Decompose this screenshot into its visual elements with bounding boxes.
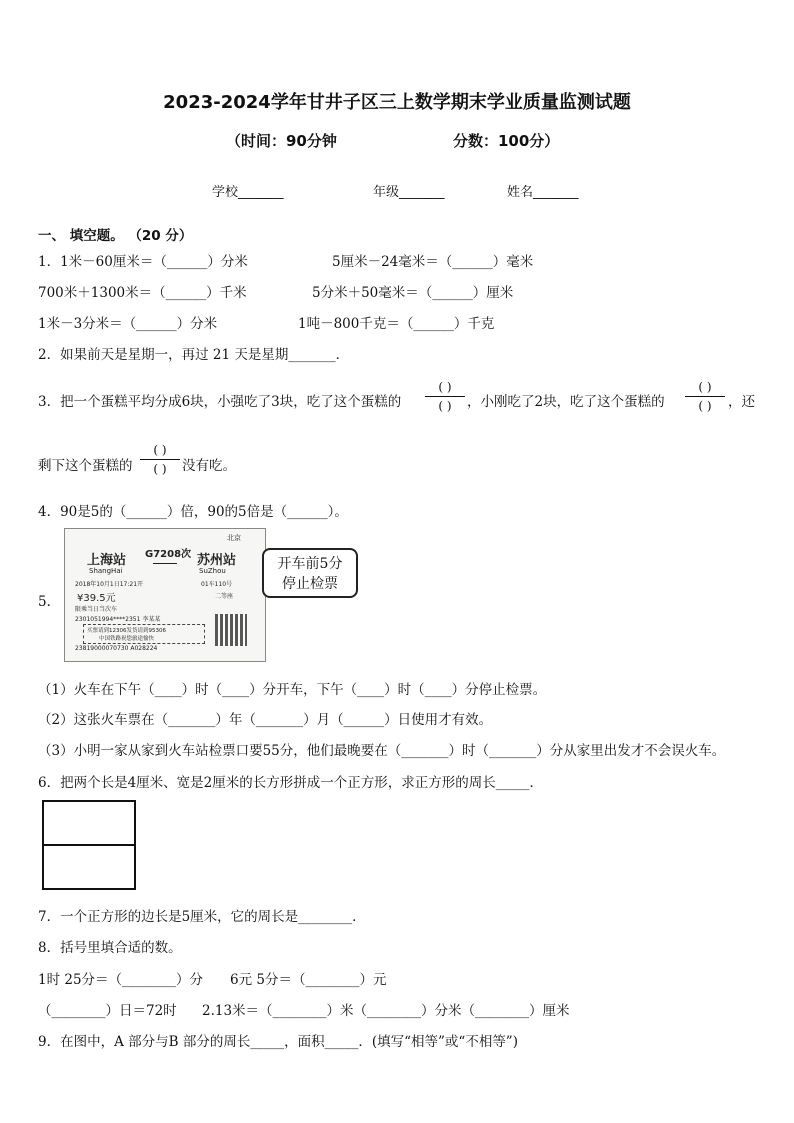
fraction-3 — [140, 442, 180, 477]
fraction-2 — [685, 379, 725, 414]
fraction-denominator: ( ) — [698, 399, 712, 413]
ticket-seat: 01车110号 — [201, 581, 233, 588]
ticket-datetime: 2018年10月1日17:21开 — [75, 581, 144, 588]
ticket-from-pinyin: ShangHai — [89, 567, 123, 575]
q3-part-a: 3．把一个蛋糕平均分成6块，小强吃了3块，吃了这个蛋糕的 — [38, 394, 402, 410]
q5-sub1: （1）火车在下午（____）时（____）分开车，下午（____）时（____）分停止检票。 — [38, 682, 547, 698]
rectangle-bottom — [42, 844, 136, 890]
bubble-line-2: 停止检票 — [282, 576, 338, 592]
bubble-line-1: 开车前5分 — [277, 556, 343, 572]
ticket-serial: 23819000070730 A028224 — [75, 645, 158, 652]
school-field: 学校_______ — [212, 185, 284, 200]
fraction-numerator: ( ) — [438, 380, 452, 394]
q5-number: 5． — [38, 594, 61, 610]
train-ticket-image — [64, 528, 266, 662]
q3-part-b: ，小刚吃了2块，吃了这个蛋糕的 — [467, 394, 665, 410]
qr-code-icon — [215, 614, 247, 646]
q1-d: 5分米＋50毫米＝（______）厘米 — [312, 285, 514, 301]
page-title: 2023-2024学年甘井子区三上数学期末学业质量监测试题 — [163, 92, 631, 113]
q1-b: 5厘米－24毫米＝（______）毫米 — [332, 254, 534, 270]
exam-time: （时间：90分钟 — [226, 132, 337, 150]
q9: 9．在图中，A 部分与B 部分的周长_____，面积_____．(填写“相等”或“不相等”) — [38, 1034, 518, 1050]
ticket-notice-1: 买票请到12306发货请到95306 — [87, 628, 166, 634]
speech-bubble — [262, 548, 358, 598]
ticket-train: G7208次 — [145, 549, 192, 560]
ticket-notice-2: 中国铁路祝您旅途愉快 — [99, 636, 155, 642]
q5-sub3: （3）小明一家从家到火车站检票口要55分，他们最晚要在（_______）时（_______）分从家里出发才不会误火车。 — [38, 743, 726, 759]
grade-field: 年级_______ — [373, 185, 445, 200]
rectangle-top — [42, 800, 136, 846]
q1-c: 700米＋1300米＝（______）千米 — [38, 285, 247, 301]
q8-a: 1时 25分＝（________）分 — [38, 972, 204, 988]
q3-part-d: 剩下这个蛋糕的 — [38, 458, 133, 474]
ticket-class: 二等座 — [215, 593, 234, 600]
ticket-limit: 限乘当日当次车 — [75, 606, 118, 613]
q3-part-c: ，还 — [728, 394, 755, 410]
ticket-id: 2301051994****2351 李某某 — [75, 616, 161, 623]
ticket-price: ¥39.5元 — [77, 593, 116, 604]
fraction-1 — [425, 379, 465, 414]
q1-f: 1吨－800千克＝（______）千克 — [298, 316, 495, 332]
q2: 2．如果前天是星期一，再过 21 天是星期_______． — [38, 347, 350, 363]
q1-e: 1米－3分米＝（______）分米 — [38, 316, 218, 332]
q8-d: 2.13米＝（________）米（________）分米（________）厘米 — [202, 1003, 570, 1019]
q7: 7．一个正方形的边长是5厘米，它的周长是________． — [38, 909, 366, 925]
q5-sub2: （2）这张火车票在（_______）年（_______）月（______）日使用才有效。 — [38, 712, 493, 728]
ticket-beijing: 北京 — [227, 534, 241, 542]
ticket-from: 上海站 — [87, 553, 127, 568]
q3-part-e: 没有吃。 — [182, 458, 236, 474]
fraction-denominator: ( ) — [438, 399, 452, 413]
q4: 4．90是5的（______）倍，90的5倍是（______）。 — [38, 504, 348, 520]
fraction-numerator: ( ) — [698, 380, 712, 394]
q8-b: 6元 5分＝（________）元 — [230, 972, 387, 988]
exam-score: 分数：100分） — [453, 132, 560, 150]
q6: 6．把两个长是4厘米、宽是2厘米的长方形拼成一个正方形，求正方形的周长_____． — [38, 775, 544, 791]
q1-a: 1．1米－60厘米＝（______）分米 — [38, 254, 248, 270]
name-field: 姓名_______ — [507, 185, 579, 200]
q8-c: （________）日＝72时 — [38, 1003, 177, 1019]
fraction-denominator: ( ) — [153, 462, 167, 476]
q8-title: 8．括号里填合适的数。 — [38, 940, 182, 956]
fraction-numerator: ( ) — [153, 443, 167, 457]
section-heading: 一、 填空题。 （20 分） — [38, 228, 193, 244]
ticket-to: 苏州站 — [197, 553, 237, 568]
ticket-to-pinyin: SuZhou — [199, 567, 226, 575]
